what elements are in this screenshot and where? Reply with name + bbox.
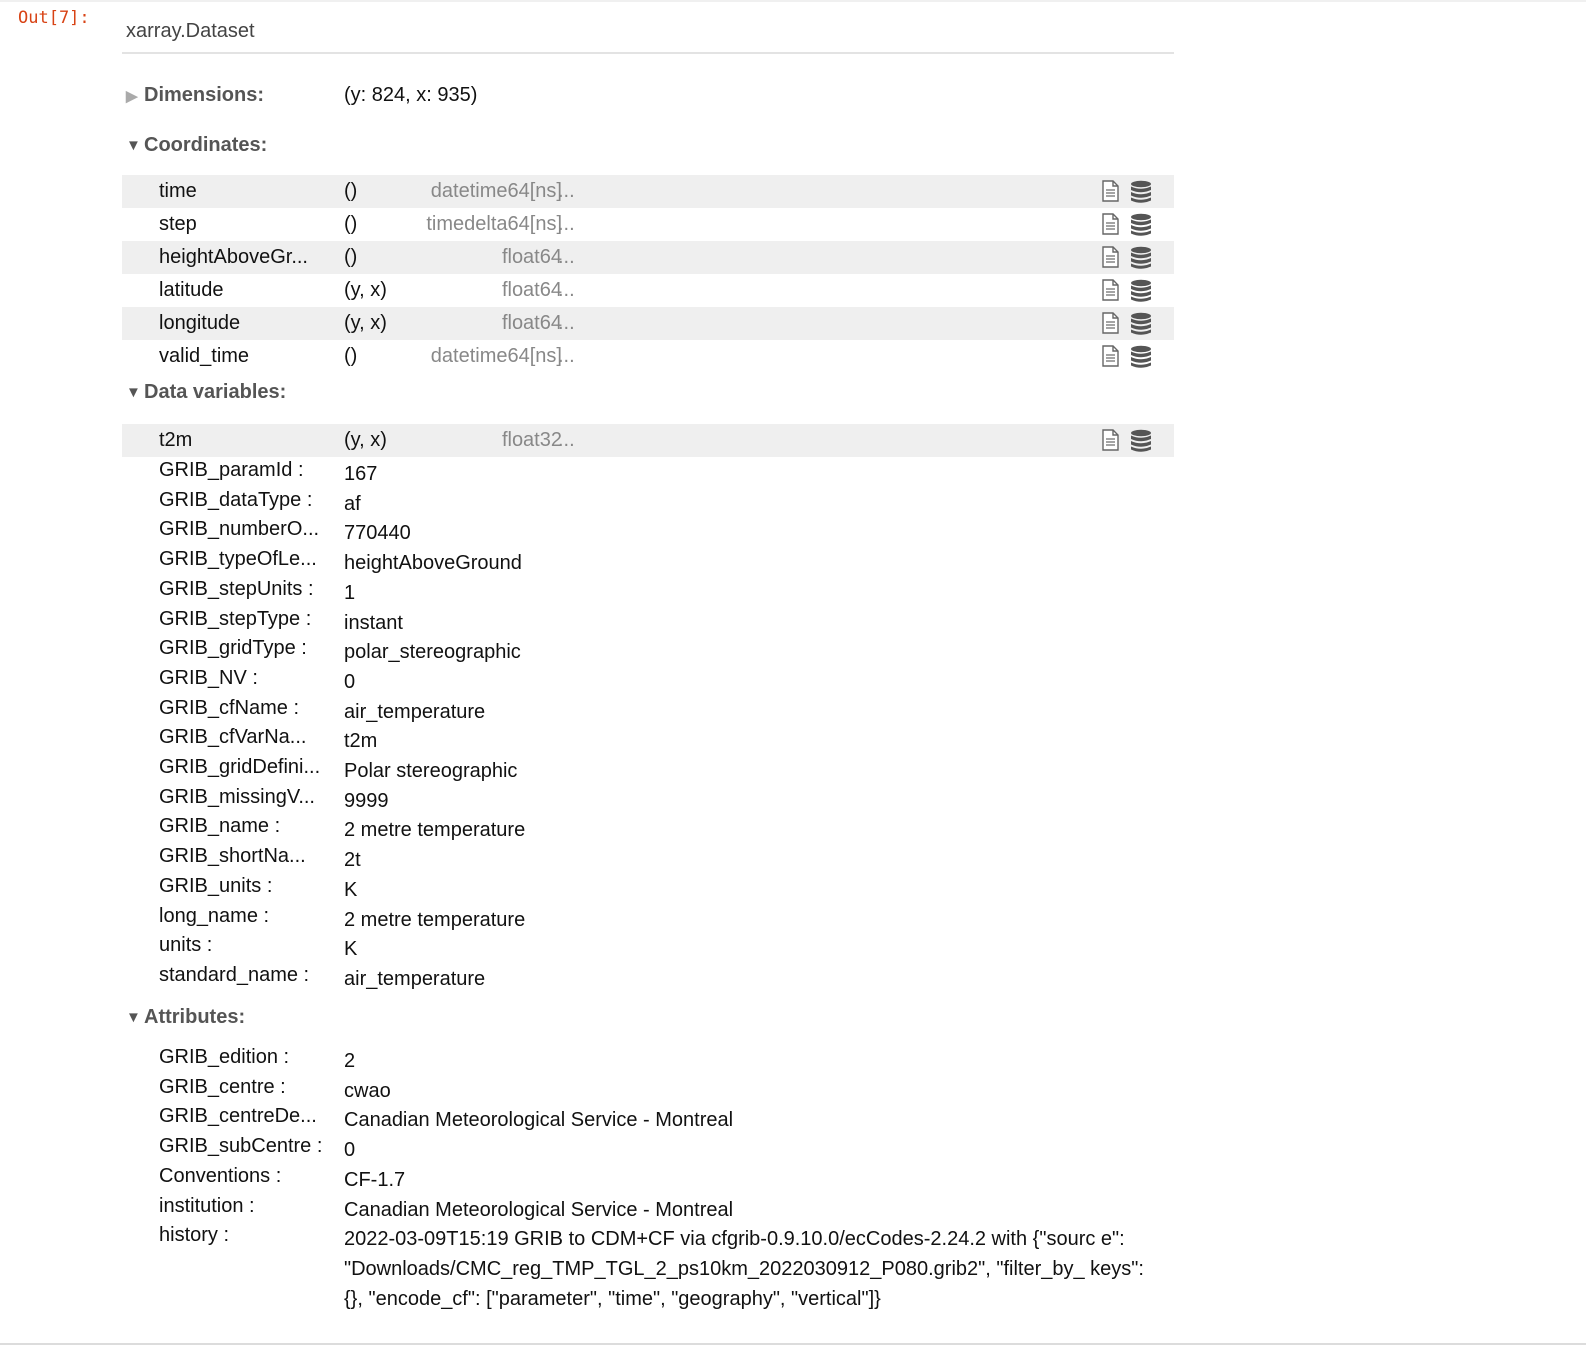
- show-attributes-icon[interactable]: [1102, 180, 1119, 202]
- attribute-value: 1: [344, 581, 356, 604]
- coordinate-dims: (): [344, 213, 358, 235]
- coordinate-name: time: [159, 180, 197, 202]
- coordinate-name: latitude: [159, 279, 224, 301]
- coordinate-row[interactable]: [122, 274, 1174, 307]
- attribute-value: heightAboveGround: [344, 552, 522, 575]
- expanded-triangle-icon: ▼: [126, 384, 141, 401]
- attribute-value: K: [344, 878, 358, 901]
- attribute-key: GRIB_centreDe...: [159, 1105, 317, 1128]
- section-coordinates-toggle[interactable]: [126, 134, 267, 157]
- section-attributes-toggle[interactable]: [126, 1006, 245, 1029]
- attribute-key: Conventions :: [159, 1164, 282, 1187]
- show-data-icon[interactable]: [1129, 429, 1153, 453]
- coordinate-dtype: float64: [501, 279, 562, 301]
- expanded-triangle-icon: ▼: [126, 137, 141, 154]
- variable-preview: ...: [558, 429, 575, 451]
- attribute-key: GRIB_edition :: [159, 1046, 290, 1068]
- attribute-value: 167: [344, 463, 378, 485]
- attribute-value: 770440: [344, 522, 411, 545]
- attribute-key: long_name :: [159, 904, 270, 927]
- show-attributes-icon[interactable]: [1102, 246, 1119, 268]
- attribute-value: air_temperature: [344, 967, 486, 990]
- coordinate-dims: (): [344, 180, 358, 202]
- attribute-key: standard_name :: [159, 963, 310, 986]
- coordinate-row[interactable]: [122, 175, 1174, 208]
- coordinate-preview: ...: [558, 345, 575, 367]
- coordinate-dtype: timedelta64[ns]: [426, 213, 562, 235]
- attribute-key: GRIB_NV :: [159, 666, 258, 689]
- attribute-key: GRIB_cfName :: [159, 696, 300, 719]
- attribute-key: GRIB_gridDefini...: [159, 756, 321, 778]
- coordinate-dims: (): [344, 246, 358, 268]
- collapsed-triangle-icon: ▶: [126, 87, 138, 105]
- coordinate-preview: ...: [558, 246, 575, 268]
- attribute-value: af: [344, 492, 361, 515]
- top-border: [0, 0, 1586, 2]
- attribute-value: 2022-03-09T15:19 GRIB to CDM+CF via cfgrib-0.9.10.0/ecCodes-2.24.2 with {"sourc e": "Downloads/CMC_reg_TMP_TGL_2_ps10km_2022030912_P080.grib2", "filter_by_ keys": {}, "encode_cf": ["parameter", "time", "geography", "vertical"]}: [344, 1228, 1144, 1311]
- attribute-value: 0: [344, 670, 356, 693]
- attribute-key: GRIB_units :: [159, 874, 273, 897]
- attribute-value: Polar stereographic: [344, 760, 518, 782]
- coordinate-preview: ...: [558, 180, 575, 202]
- dataset-header: [122, 14, 1174, 54]
- attribute-value: t2m: [344, 730, 378, 753]
- attribute-key: GRIB_typeOfLe...: [159, 548, 317, 571]
- attribute-key: history :: [159, 1224, 230, 1247]
- section-dimensions-label: Dimensions:: [144, 84, 265, 106]
- section-coordinates-label: Coordinates:: [144, 134, 268, 156]
- section-dimensions-toggle[interactable]: [126, 84, 264, 107]
- attribute-key: GRIB_cfVarNa...: [159, 726, 307, 749]
- attribute-value: 9999: [344, 789, 389, 812]
- attribute-key: GRIB_paramId :: [159, 459, 304, 481]
- attribute-value: CF-1.7: [344, 1168, 406, 1191]
- attribute-key: institution :: [159, 1194, 255, 1217]
- attribute-value: polar_stereographic: [344, 641, 521, 664]
- show-data-icon[interactable]: [1129, 246, 1153, 270]
- coordinate-dtype: datetime64[ns]: [430, 345, 562, 367]
- attribute-key: GRIB_shortNa...: [159, 845, 306, 868]
- attribute-value: air_temperature: [344, 700, 486, 723]
- show-data-icon[interactable]: [1129, 213, 1153, 237]
- bottom-border: [0, 1343, 1586, 1345]
- coordinate-row[interactable]: [122, 307, 1174, 340]
- variable-name: t2m: [159, 429, 193, 451]
- variable-row-t2m[interactable]: [122, 424, 1174, 457]
- show-attributes-icon[interactable]: [1102, 213, 1119, 235]
- show-data-icon[interactable]: [1129, 279, 1153, 303]
- coordinate-preview: ...: [558, 279, 575, 301]
- coordinate-name: heightAboveGr...: [159, 246, 308, 268]
- coordinate-name: step: [159, 213, 197, 235]
- attribute-value: 0: [344, 1139, 356, 1162]
- dataset-type-label: xarray.Dataset: [126, 20, 255, 42]
- attribute-value: instant: [344, 611, 403, 634]
- section-data-variables-toggle[interactable]: [126, 381, 286, 404]
- attribute-key: GRIB_subCentre :: [159, 1135, 323, 1158]
- attribute-key: GRIB_name :: [159, 815, 281, 838]
- attribute-key: GRIB_stepType :: [159, 607, 312, 630]
- attribute-key: GRIB_missingV...: [159, 785, 315, 808]
- coordinate-dims: (): [344, 345, 358, 367]
- coordinate-row[interactable]: [122, 208, 1174, 241]
- show-attributes-icon[interactable]: [1102, 279, 1119, 301]
- attribute-key: GRIB_centre :: [159, 1075, 286, 1098]
- attribute-value: Canadian Meteorological Service - Montreal: [344, 1109, 734, 1132]
- output-prompt: Out[7]:: [18, 8, 90, 28]
- attribute-value: 2 metre temperature: [344, 819, 526, 842]
- show-data-icon[interactable]: [1129, 180, 1153, 204]
- show-data-icon[interactable]: [1129, 345, 1153, 369]
- attribute-key: units :: [159, 934, 213, 957]
- coordinate-name: longitude: [159, 312, 241, 334]
- coordinate-dtype: datetime64[ns]: [430, 180, 562, 202]
- coordinate-dtype: float64: [501, 246, 562, 268]
- section-attributes-label: Attributes:: [144, 1006, 246, 1028]
- coordinate-dims: (y, x): [344, 312, 387, 334]
- coordinate-dims: (y, x): [344, 279, 387, 301]
- show-data-icon[interactable]: [1129, 312, 1153, 336]
- attribute-value: Canadian Meteorological Service - Montreal: [344, 1198, 734, 1221]
- expanded-triangle-icon: ▼: [126, 1009, 141, 1026]
- attribute-value: 2: [344, 1050, 356, 1072]
- show-attributes-icon[interactable]: [1102, 429, 1119, 451]
- show-attributes-icon[interactable]: [1102, 345, 1119, 367]
- coordinate-row[interactable]: [122, 340, 1174, 373]
- section-data-variables-label: Data variables:: [144, 381, 287, 403]
- coordinate-preview: ...: [558, 213, 575, 235]
- coordinate-row[interactable]: [122, 241, 1174, 274]
- attribute-key: GRIB_stepUnits :: [159, 577, 314, 600]
- variable-dtype: float32: [501, 429, 562, 451]
- attribute-key: GRIB_dataType :: [159, 488, 313, 511]
- dimensions-value: (y: 824, x: 935): [344, 84, 478, 106]
- attribute-value: 2t: [344, 849, 361, 872]
- variable-dims: (y, x): [344, 429, 387, 451]
- attribute-value: cwao: [344, 1079, 391, 1102]
- attribute-value: 2 metre temperature: [344, 908, 526, 931]
- attribute-key: GRIB_numberO...: [159, 518, 320, 541]
- show-attributes-icon[interactable]: [1102, 312, 1119, 334]
- coordinate-dtype: float64: [501, 312, 562, 334]
- attribute-key: GRIB_gridType :: [159, 637, 307, 660]
- attribute-value: K: [344, 938, 358, 961]
- coordinate-preview: ...: [558, 312, 575, 334]
- coordinate-name: valid_time: [159, 345, 250, 367]
